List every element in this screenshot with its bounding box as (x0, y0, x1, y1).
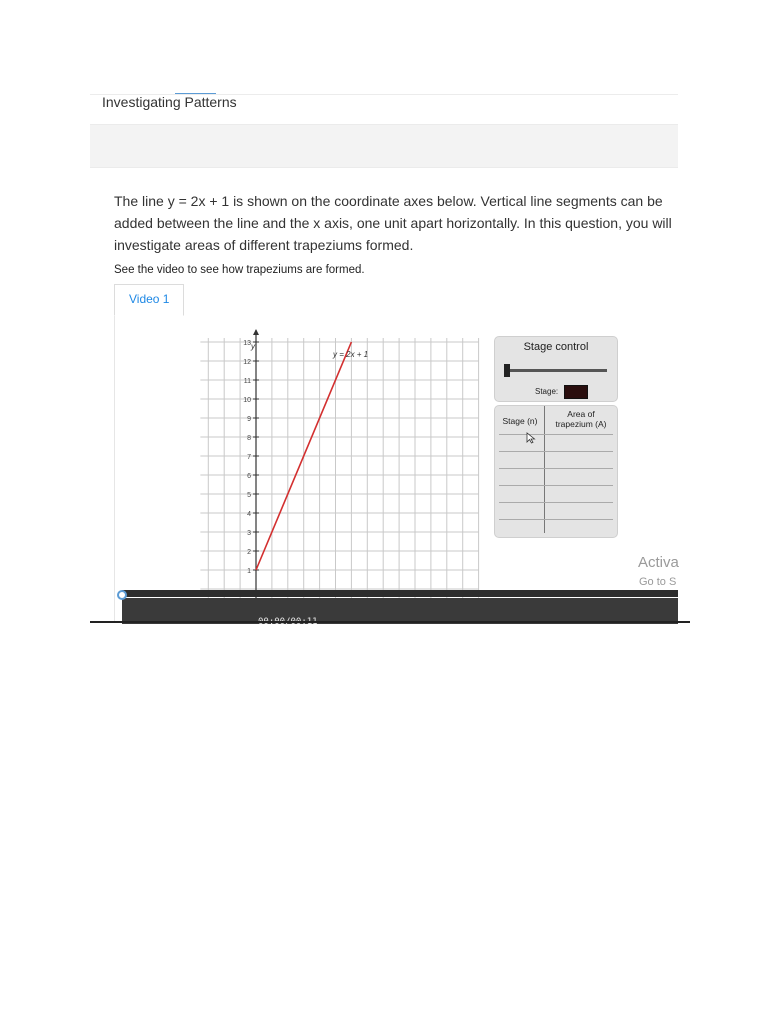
y-axis-label: y (251, 342, 255, 351)
results-table (494, 405, 618, 538)
table-header-area-line1: Area of (567, 409, 595, 419)
y-axis-arrow (253, 329, 259, 335)
table-header-area-line2: trapezium (A) (555, 419, 607, 429)
page-title: Investigating Patterns (102, 94, 237, 110)
graph-axes (253, 329, 259, 599)
video-progress-bar[interactable] (122, 590, 678, 597)
graph-grid (200, 338, 478, 599)
y-tick-label: 3 (247, 530, 251, 537)
graph-ticks (243, 340, 259, 575)
y-tick-label: 7 (247, 454, 251, 461)
toolbar-band (90, 124, 678, 168)
tab-video-1[interactable] (114, 284, 184, 316)
table-row-divider (499, 468, 613, 469)
table-header-stage (498, 416, 542, 426)
table-row-divider (499, 434, 613, 435)
line-equation-label: y = 2x + 1 (333, 350, 369, 359)
table-row-divider (499, 519, 613, 520)
y-tick-label: 6 (247, 473, 251, 480)
y-tick-label: 1 (247, 568, 251, 575)
y-tick-label: 4 (247, 511, 251, 518)
y-tick-label: 9 (247, 416, 251, 423)
y-tick-label: 12 (243, 359, 251, 366)
tab-video-1-label: Video 1 (129, 292, 170, 306)
table-row-divider (499, 502, 613, 503)
progress-knob-icon[interactable] (117, 590, 127, 600)
y-tick-label: 13 (243, 340, 251, 347)
tab-strip (114, 284, 678, 317)
table-row-divider (499, 485, 613, 486)
y-tick-label: 11 (243, 378, 251, 385)
activate-windows-title: Activa (638, 554, 679, 571)
stage-control-panel (494, 336, 618, 402)
y-tick-label: 8 (247, 435, 251, 442)
y-tick-label: 10 (243, 397, 251, 404)
player-bottom-edge (90, 621, 690, 623)
table-header-area (546, 409, 616, 429)
stage-label: Stage: (535, 387, 559, 396)
stage-slider-handle[interactable] (504, 364, 510, 377)
y-tick-label: 5 (247, 492, 251, 499)
question-text: The line y = 2x + 1 is shown on the coordinate axes below. Vertical line segments can be added between the line and the x axis, one unit apart horizontally. In this question, you will investigate areas of different trapeziums formed. (114, 193, 672, 253)
cursor-arrow-icon (526, 432, 536, 444)
table-header-stage-text: Stage (n) (502, 416, 538, 426)
table-column-divider (544, 406, 545, 533)
stage-value-box (564, 385, 588, 399)
stage-control-title: Stage control (523, 341, 589, 353)
stage-slider[interactable] (507, 369, 607, 372)
video-hint: See the video to see how trapeziums are formed. (114, 264, 365, 276)
activate-windows-subtitle: Go to S (639, 576, 677, 588)
y-tick-label: 2 (247, 549, 251, 556)
table-row-divider (499, 451, 613, 452)
